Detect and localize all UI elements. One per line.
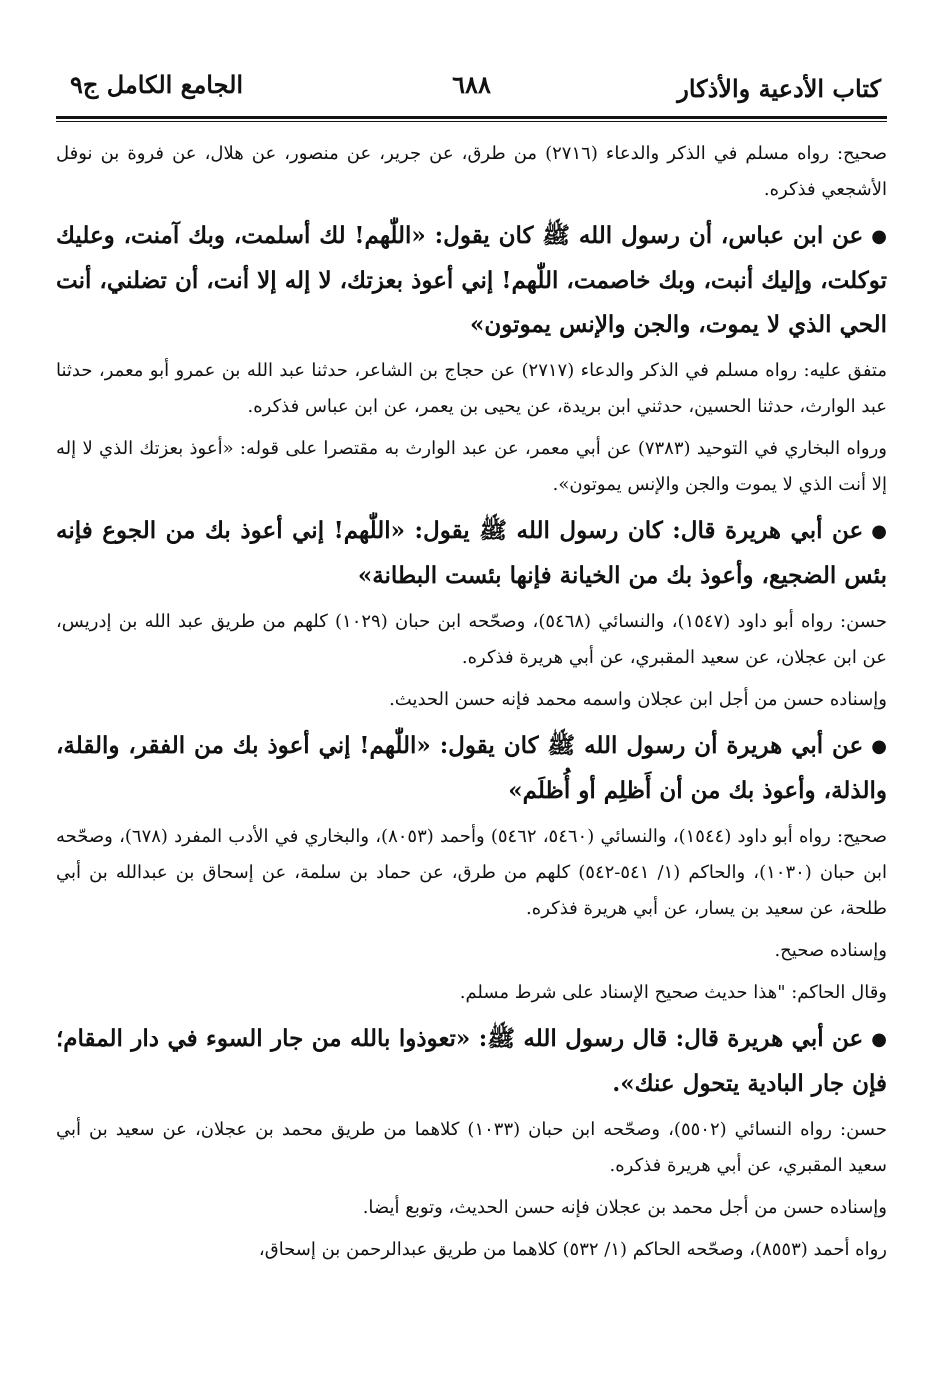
header-rule-thick — [56, 116, 887, 119]
bullet-icon: ● — [871, 521, 887, 542]
takhrij-paragraph: وقال الحاكم: "هذا حديث صحيح الإسناد على شرط مسلم. — [459, 982, 887, 1003]
hadith-text: عن أبي هريرة قال: قال رسول الله ﷺ: «تعوذوا بالله من جار السوء في دار المقام؛ فإن جار البادية يتحول عنك». — [56, 1025, 887, 1097]
hadith-text: عن ابن عباس، أن رسول الله ﷺ كان يقول: «اللّٰهم! لك أسلمت، وبك آمنت، وعليك توكلت، وإليك أنبت، وبك خاصمت، اللّٰهم! إني أعوذ بعزتك، لا إله إلا أنت، أن تضلني، أنت الحي الذي لا يموت، والجن والإنس يموتون» — [56, 222, 887, 338]
bullet-icon: ● — [871, 736, 887, 757]
bullet-icon: ● — [871, 1029, 887, 1050]
hadith-paragraph — [56, 724, 887, 813]
takhrij-paragraph: صحيح: رواه مسلم في الذكر والدعاء (٢٧١٦) من طرق، عن جرير، عن منصور، عن هلال، عن فروة بن نوفل الأشجعي فذكره. — [56, 143, 887, 200]
book-title: كتاب الأدعية والأذكار — [677, 74, 881, 103]
takhrij-paragraph: ورواه البخاري في التوحيد (٧٣٨٣) عن أبي معمر، عن عبد الوارث به مقتصرا على قوله: «أعوذ بعزتك الذي لا إله إلا أنت الذي لا يموت والجن والإنس يموتون». — [56, 438, 887, 495]
hadith-paragraph — [56, 214, 887, 347]
hadith-text: عن أبي هريرة قال: كان رسول الله ﷺ يقول: «اللّٰهم! إني أعوذ بك من الجوع فإنه بئس الضجيع، وأعوذ بك من الخيانة فإنها بئست البطانة» — [56, 517, 887, 589]
hadith-paragraph — [56, 509, 887, 598]
volume-title: الجامع الكامل ج٩ — [70, 70, 244, 99]
takhrij-paragraph: رواه أحمد (٨٥٥٣)، وصحّحه الحاكم (١/ ٥٣٢) كلاهما من طريق عبدالرحمن بن إسحاق، — [258, 1239, 887, 1260]
header-rule-thin — [56, 121, 887, 122]
takhrij-paragraph: متفق عليه: رواه مسلم في الذكر والدعاء (٢٧١٧) عن حجاج بن الشاعر، حدثنا عبد الله بن عمرو أبو معمر، حدثنا عبد الوارث، حدثنا الحسين، حدثني ابن بريدة، عن يحيى بن يعمر، عن ابن عباس فذكره. — [56, 360, 887, 417]
takhrij-paragraph: وإسناده حسن من أجل محمد بن عجلان فإنه حسن الحديث، وتوبع أيضا. — [362, 1197, 887, 1218]
page-header — [56, 62, 887, 110]
page-number: ٦٨٨ — [452, 70, 491, 99]
takhrij-paragraph: وإسناده حسن من أجل ابن عجلان واسمه محمد فإنه حسن الحديث. — [389, 689, 887, 710]
takhrij-paragraph: وإسناده صحيح. — [774, 940, 887, 961]
takhrij-paragraph: حسن: رواه النسائي (٥٥٠٢)، وصحّحه ابن حبان (١٠٣٣) كلاهما من طريق محمد بن عجلان، عن سعيد بن أبي سعيد المقبري، عن أبي هريرة فذكره. — [56, 1119, 887, 1176]
page-content — [56, 136, 887, 1268]
takhrij-paragraph: حسن: رواه أبو داود (١٥٤٧)، والنسائي (٥٤٦٨)، وصحّحه ابن حبان (١٠٢٩) كلهم من طريق عبد الله بن إدريس، عن ابن عجلان، عن سعيد المقبري، عن أبي هريرة فذكره. — [56, 611, 887, 668]
hadith-paragraph — [56, 1017, 887, 1106]
takhrij-paragraph: صحيح: رواه أبو داود (١٥٤٤)، والنسائي (٥٤٦٠، ٥٤٦٢) وأحمد (٨٠٥٣)، والبخاري في الأدب المفرد (٦٧٨)، وصحّحه ابن حبان (١٠٣٠)، والحاكم (١/ ٥٤١-٥٤٢) كلهم من طرق، عن حماد بن سلمة، عن إسحاق بن عبدالله بن أبي طلحة، عن سعيد بن يسار، عن أبي هريرة فذكره. — [56, 826, 888, 919]
bullet-icon: ● — [871, 226, 887, 247]
hadith-text: عن أبي هريرة أن رسول الله ﷺ كان يقول: «اللّٰهم! إني أعوذ بك من الفقر، والقلة، والذلة، وأعوذ بك من أن أَظلِم أو أُظلَم» — [56, 732, 887, 804]
